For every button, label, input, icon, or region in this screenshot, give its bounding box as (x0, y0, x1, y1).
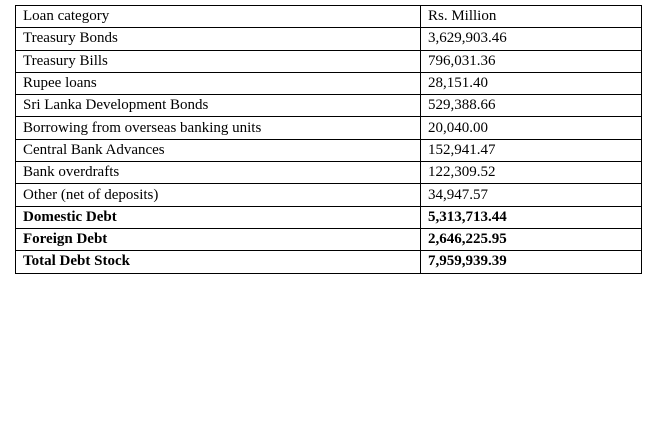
row-category: Central Bank Advances (16, 139, 421, 161)
row-value: 529,388.66 (421, 95, 642, 117)
row-category: Treasury Bills (16, 50, 421, 72)
total-category: Total Debt Stock (16, 251, 421, 273)
header-loan-category: Loan category (16, 6, 421, 28)
row-category: Treasury Bonds (16, 28, 421, 50)
total-value: 2,646,225.95 (421, 228, 642, 250)
row-category: Bank overdrafts (16, 162, 421, 184)
row-category: Sri Lanka Development Bonds (16, 95, 421, 117)
row-value: 122,309.52 (421, 162, 642, 184)
foreign-debt-row (16, 228, 642, 250)
row-value: 152,941.47 (421, 139, 642, 161)
total-value: 5,313,713.44 (421, 206, 642, 228)
table-header-row (16, 6, 642, 28)
row-value: 3,629,903.46 (421, 28, 642, 50)
row-value: 34,947.57 (421, 184, 642, 206)
table-row (16, 162, 642, 184)
table-row (16, 50, 642, 72)
domestic-debt-row (16, 206, 642, 228)
table-row (16, 95, 642, 117)
total-debt-stock-row (16, 251, 642, 273)
row-value: 28,151.40 (421, 72, 642, 94)
total-category: Foreign Debt (16, 228, 421, 250)
table-row (16, 184, 642, 206)
table-row (16, 139, 642, 161)
row-category: Borrowing from overseas banking units (16, 117, 421, 139)
debt-stock-table (15, 5, 642, 274)
row-value: 20,040.00 (421, 117, 642, 139)
total-category: Domestic Debt (16, 206, 421, 228)
table-row (16, 72, 642, 94)
row-category: Other (net of deposits) (16, 184, 421, 206)
table-row (16, 117, 642, 139)
row-category: Rupee loans (16, 72, 421, 94)
header-rs-million: Rs. Million (421, 6, 642, 28)
table-row (16, 28, 642, 50)
total-value: 7,959,939.39 (421, 251, 642, 273)
row-value: 796,031.36 (421, 50, 642, 72)
